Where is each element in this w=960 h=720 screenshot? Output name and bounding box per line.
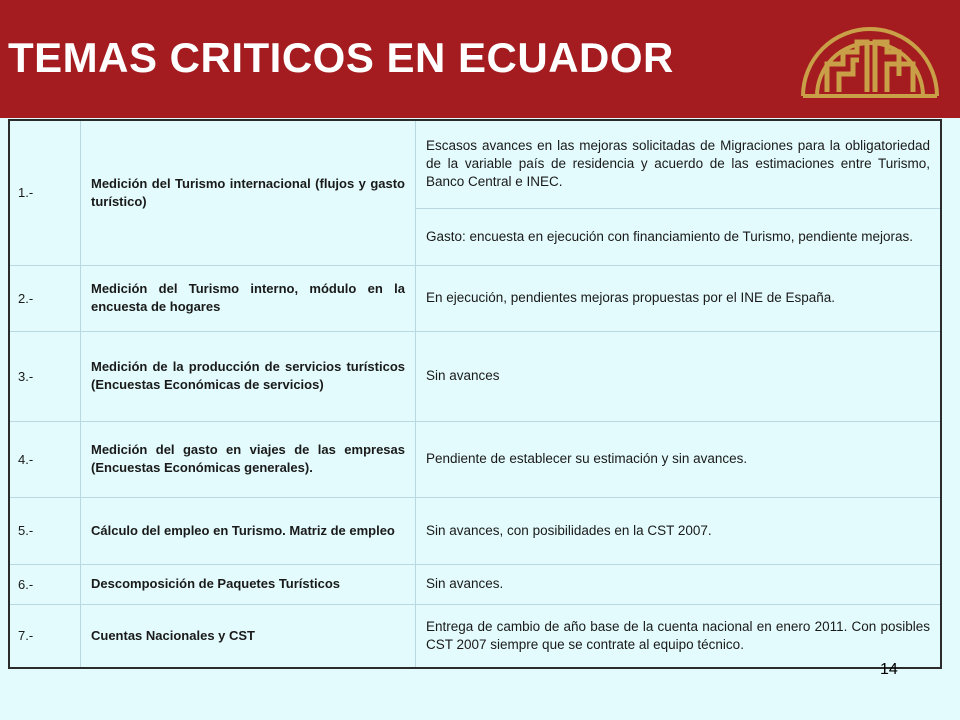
- critical-topics-table: [8, 119, 942, 669]
- header-banner: [0, 0, 960, 118]
- table-row: [9, 265, 941, 331]
- row-number: 5.-: [9, 497, 81, 564]
- status-cell: Escasos avances en las mejoras solicitadas de Migraciones para la obligatoriedad de la variable país de residencia y acuerdo de las estimaciones entre Turismo, Banco Central e INEC.: [416, 120, 942, 208]
- topic-cell: Medición del gasto en viajes de las empresas (Encuestas Económicas generales).: [81, 421, 416, 497]
- andean-community-logo-icon: [795, 12, 945, 102]
- status-cell: Sin avances: [416, 331, 942, 421]
- row-number: 6.-: [9, 564, 81, 604]
- status-cell: Entrega de cambio de año base de la cuenta nacional en enero 2011. Con posibles CST 2007 siempre que se contrate al equipo técnico.: [416, 604, 942, 668]
- topic-cell: Medición del Turismo internacional (flujos y gasto turístico): [81, 120, 416, 265]
- topic-cell: Medición del Turismo interno, módulo en la encuesta de hogares: [81, 265, 416, 331]
- row-number: 4.-: [9, 421, 81, 497]
- table-row: [9, 564, 941, 604]
- status-cell: Sin avances.: [416, 564, 942, 604]
- row-number: 7.-: [9, 604, 81, 668]
- topic-cell: Medición de la producción de servicios turísticos (Encuestas Económicas de servicios): [81, 331, 416, 421]
- topic-cell: Cálculo del empleo en Turismo. Matriz de empleo: [81, 497, 416, 564]
- topic-cell: Cuentas Nacionales y CST: [81, 604, 416, 668]
- status-cell: Sin avances, con posibilidades en la CST 2007.: [416, 497, 942, 564]
- table-row: [9, 331, 941, 421]
- row-number: 1.-: [9, 120, 81, 265]
- table-row: [9, 421, 941, 497]
- row-number: 3.-: [9, 331, 81, 421]
- page-title: TEMAS CRITICOS EN ECUADOR: [8, 34, 674, 81]
- table-row: [9, 120, 941, 208]
- page-number: 14: [880, 661, 898, 678]
- table-row: [9, 604, 941, 668]
- topic-cell: Descomposición de Paquetes Turísticos: [81, 564, 416, 604]
- row-number: 2.-: [9, 265, 81, 331]
- status-cell: Gasto: encuesta en ejecución con financiamiento de Turismo, pendiente mejoras.: [416, 208, 942, 265]
- status-cell: En ejecución, pendientes mejoras propuestas por el INE de España.: [416, 265, 942, 331]
- table-row: [9, 497, 941, 564]
- status-cell: Pendiente de establecer su estimación y sin avances.: [416, 421, 942, 497]
